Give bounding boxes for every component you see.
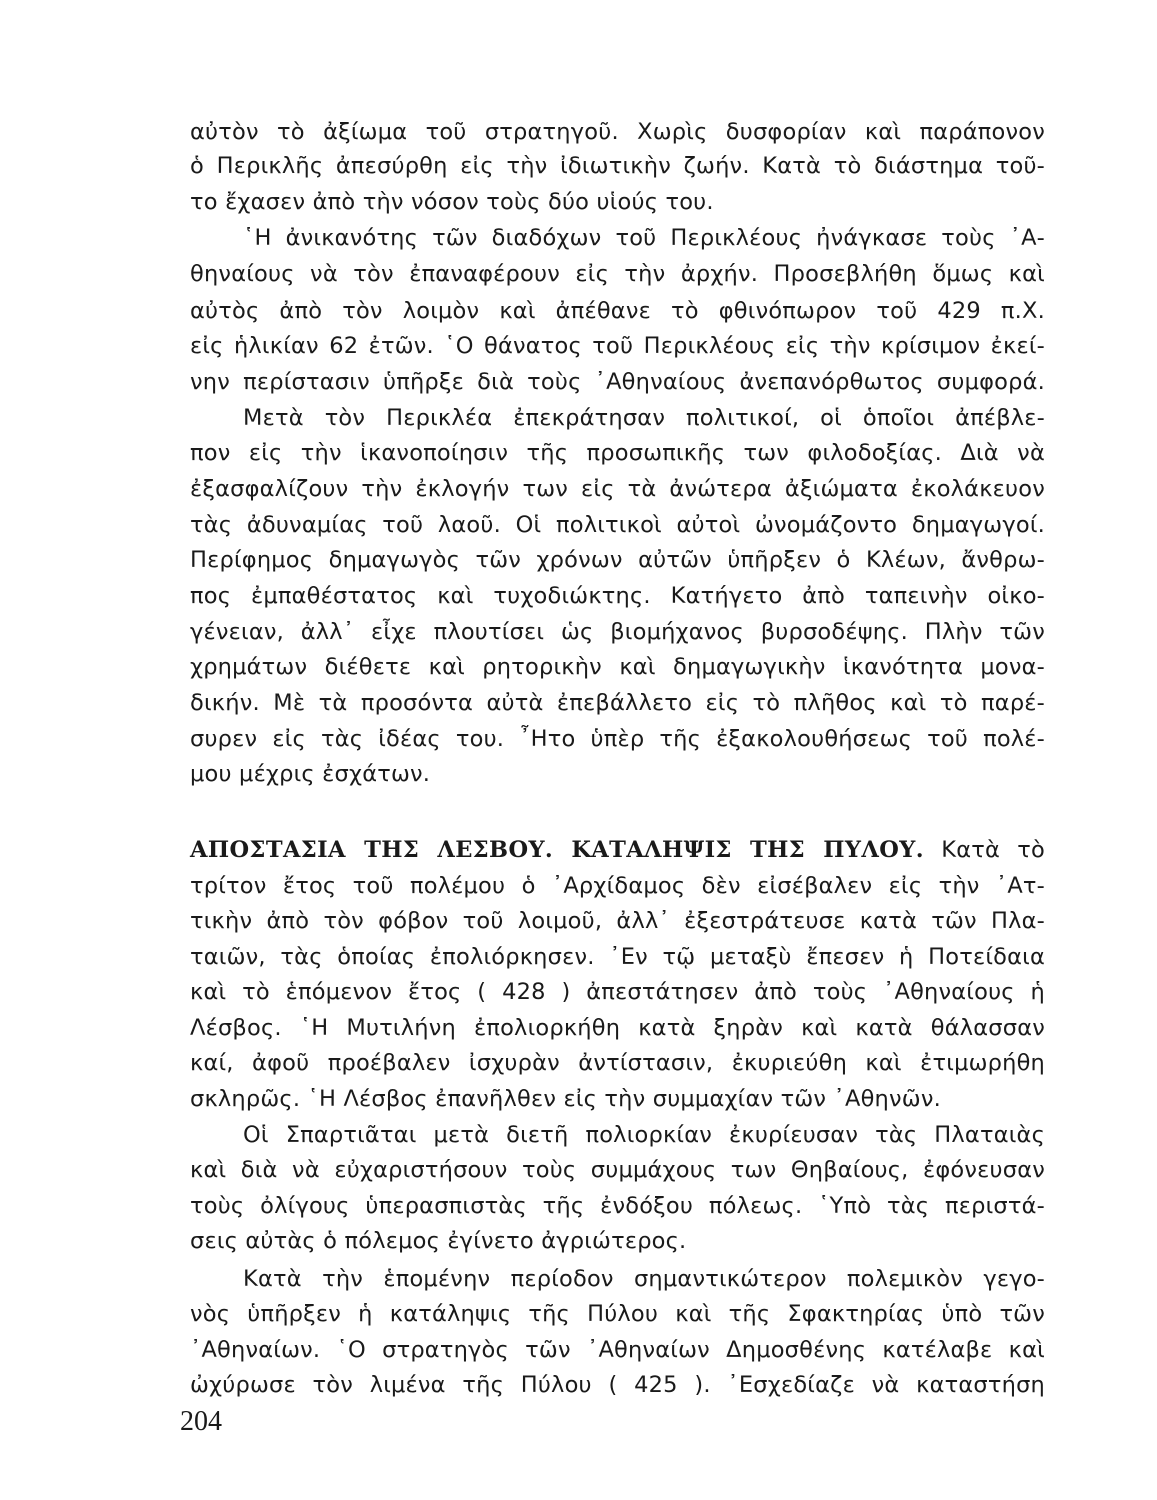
text-line: εἰς ἡλικίαν 62 ἐτῶν. ῾Ο θάνατος τοῦ Περικλέους εἰς τὴν κρίσιμον ἐκεί-	[190, 333, 1045, 359]
text-line: ἐξασφαλίζουν τὴν ἐκλογήν των εἰς τὰ ἀνώτερα ἀξιώματα ἐκολάκευον	[190, 476, 1045, 502]
text-line: γένειαν, ἀλλ᾽ εἶχε πλουτίσει ὡς βιομήχανος βυρσοδέψης. Πλὴν τῶν	[190, 619, 1045, 645]
text-line: ὁ Περικλῆς ἀπεσύρθη εἰς τὴν ἰδιωτικὴν ζωήν. Κατὰ τὸ διάστημα τοῦ-	[190, 153, 1045, 179]
text-line: τὰς ἀδυναμίας τοῦ λαοῦ. Οἱ πολιτικοὶ αὐτοὶ ὠνομάζοντο δημαγωγοί.	[190, 512, 1045, 538]
text-line: ταιῶν, τὰς ὁποίας ἐπολιόρκησεν. ᾽Εν τῷ μεταξὺ ἔπεσεν ἡ Ποτείδαια	[190, 944, 1045, 970]
text-line: σκληρῶς. ῾Η Λέσβος ἐπανῆλθεν εἰς τὴν συμμαχίαν τῶν ᾽Αθηνῶν.	[190, 1086, 941, 1112]
text-line: το ἔχασεν ἀπὸ τὴν νόσον τοὺς δύο υἱούς του.	[190, 189, 714, 215]
text-line: Κατὰ τὴν ἑπομένην περίοδον σημαντικώτερον πολεμικὸν γεγο-	[243, 1266, 1045, 1292]
text-line: πον εἰς τὴν ἱκανοποίησιν τῆς προσωπικῆς των φιλοδοξίας. Διὰ νὰ	[190, 440, 1045, 466]
text-line: χρημάτων διέθετε καὶ ρητορικὴν καὶ δημαγωγικὴν ἱκανότητα μονα-	[190, 654, 1045, 680]
text-line: δικήν. Μὲ τὰ προσόντα αὐτὰ ἐπεβάλλετο εἰς τὸ πλῆθος καὶ τὸ παρέ-	[190, 690, 1045, 716]
text-line: ᾽Αθηναίων. ῾Ο στρατηγὸς τῶν ᾽Αθηναίων Δημοσθένης κατέλαβε καὶ	[190, 1337, 1045, 1363]
text-line: τικὴν ἀπὸ τὸν φόβον τοῦ λοιμοῦ, ἀλλ᾽ ἐξεστράτευσε κατὰ τῶν Πλα-	[190, 908, 1045, 934]
text-line: νην περίστασιν ὑπῆρξε διὰ τοὺς ᾽Αθηναίους ἀνεπανόρθωτος συμφορά.	[190, 369, 1045, 395]
text-line: μου μέχρις ἐσχάτων.	[190, 761, 431, 787]
text-line: νὸς ὑπῆρξεν ἡ κατάληψις τῆς Πύλου καὶ τῆς Σφακτηρίας ὑπὸ τῶν	[190, 1301, 1045, 1327]
text-line: τρίτον ἔτος τοῦ πολέμου ὁ ᾽Αρχίδαμος δὲν εἰσέβαλεν εἰς τὴν ᾽Ατ-	[190, 873, 1045, 899]
text-line: αὐτὸς ἀπὸ τὸν λοιμὸν καὶ ἀπέθανε τὸ φθινόπωρον τοῦ 429 π.Χ.	[190, 298, 1045, 324]
text-line: καί, ἀφοῦ προέβαλεν ἰσχυρὰν ἀντίστασιν, ἐκυριεύθη καὶ ἐτιμωρήθη	[190, 1050, 1045, 1076]
section-heading-line	[190, 833, 1045, 867]
text-line: αὐτὸν τὸ ἀξίωμα τοῦ στρατηγοῦ. Χωρὶς δυσφορίαν καὶ παράπονον	[190, 119, 1045, 145]
text-line: Οἱ Σπαρτιᾶται μετὰ διετῆ πολιορκίαν ἐκυρίευσαν τὰς Πλαταιὰς	[243, 1122, 1045, 1148]
text-line: Λέσβος. ῾Η Μυτιλήνη ἐπολιορκήθη κατὰ ξηρὰν καὶ κατὰ θάλασσαν	[190, 1015, 1045, 1041]
text-line: καὶ τὸ ἑπόμενον ἔτος ( 428 ) ἀπεστάτησεν ἀπὸ τοὺς ᾽Αθηναίους ἡ	[190, 979, 1045, 1005]
text-run: Κατὰ τὸ	[941, 837, 1046, 863]
text-line: ὠχύρωσε τὸν λιμένα τῆς Πύλου ( 425 ). ᾽Εσχεδίαζε νὰ καταστήση	[190, 1372, 1045, 1398]
text-line: σεις αὐτὰς ὁ πόλεμος ἐγίνετο ἀγριώτερος.	[190, 1228, 687, 1254]
text-line: πος ἐμπαθέστατος καὶ τυχοδιώκτης. Κατήγετο ἀπὸ ταπεινὴν οἰκο-	[190, 583, 1045, 609]
page-number: 204	[180, 1406, 222, 1437]
text-line: θηναίους νὰ τὸν ἐπαναφέρουν εἰς τὴν ἀρχήν. Προσεβλήθη ὅμως καὶ	[190, 261, 1045, 287]
text-line: συρεν εἰς τὰς ἰδέας του. ῏Ητο ὑπὲρ τῆς ἐξακολουθήσεως τοῦ πολέ-	[190, 726, 1045, 752]
text-line: Μετὰ τὸν Περικλέα ἐπεκράτησαν πολιτικοί, οἱ ὁποῖοι ἀπέβλε-	[243, 405, 1045, 431]
text-line: καὶ διὰ νὰ εὐχαριστήσουν τοὺς συμμάχους των Θηβαίους, ἐφόνευσαν	[190, 1157, 1045, 1183]
section-heading: ΑΠΟΣΤΑΣΙΑ ΤΗΣ ΛΕΣΒΟΥ. ΚΑΤΑΛΗΨΙΣ ΤΗΣ ΠΥΛΟΥ.	[190, 837, 924, 863]
text-line: ῾Η ἀνικανότης τῶν διαδόχων τοῦ Περικλέους ἠνάγκασε τοὺς ᾽Α-	[243, 225, 1045, 251]
text-line: τοὺς ὀλίγους ὑπερασπιστὰς τῆς ἐνδόξου πόλεως. ῾Υπὸ τὰς περιστά-	[190, 1193, 1045, 1219]
text-line: Περίφημος δημαγωγὸς τῶν χρόνων αὐτῶν ὑπῆρξεν ὁ Κλέων, ἄνθρω-	[190, 547, 1045, 573]
